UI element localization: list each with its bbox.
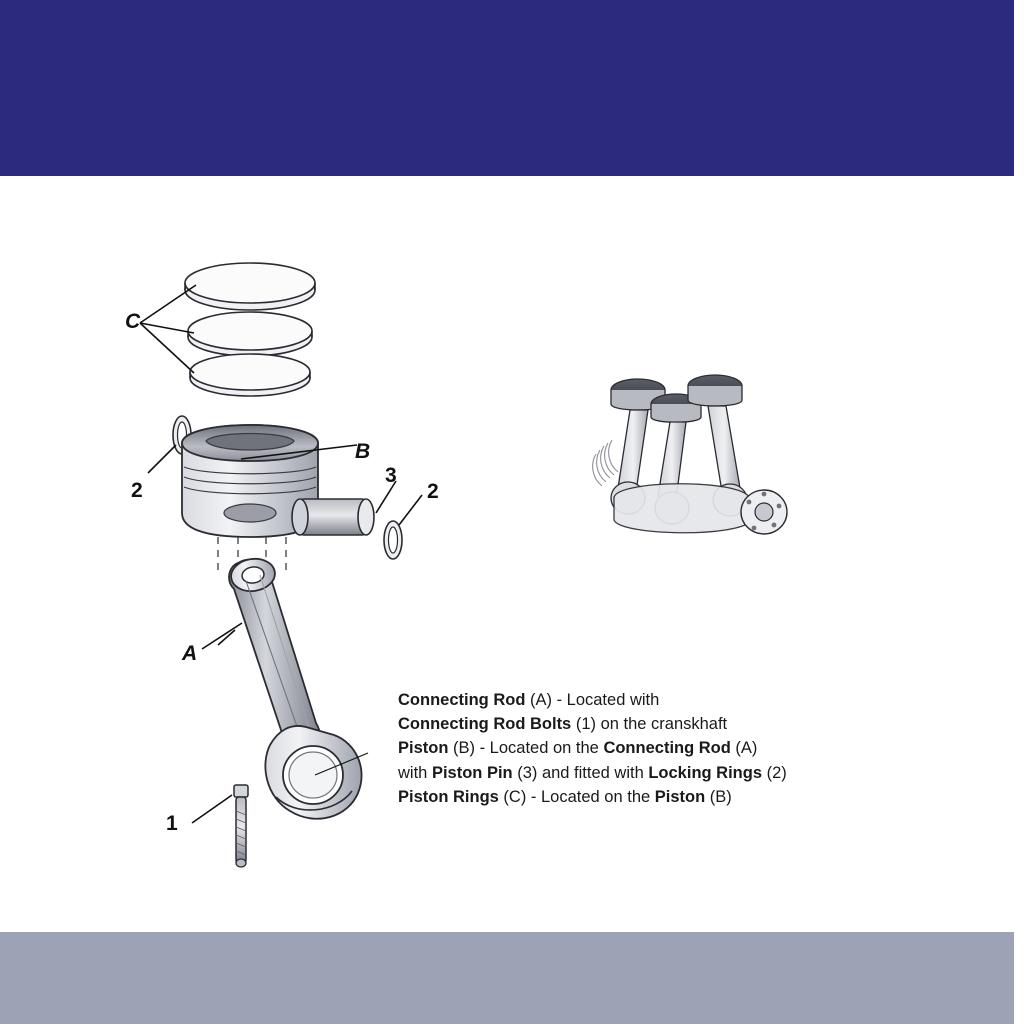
connecting-rod <box>229 556 362 819</box>
callout-3: 3 <box>385 464 397 487</box>
caption-part-name: Connecting Rod <box>603 739 731 758</box>
bottom-color-band <box>0 932 1014 1024</box>
assembled-crank-piston-illustration <box>590 360 810 580</box>
caption-part-name: Connecting Rod Bolts <box>398 715 572 734</box>
caption-text: (B) - Located on the <box>448 739 604 758</box>
leader-line-2-left <box>148 445 176 473</box>
caption-part-name: Locking Rings <box>648 763 763 782</box>
top-color-band <box>0 0 1014 176</box>
callout-2-right: 2 <box>427 480 439 503</box>
callout-1: 1 <box>166 812 178 835</box>
piston-pin <box>292 499 374 535</box>
caption-line <box>398 712 878 736</box>
assembly-crankshaft <box>593 440 787 534</box>
right-page-edge <box>1014 0 1024 1024</box>
connecting-rod-bolt <box>234 785 248 867</box>
caption-text: (C) - Located on the <box>498 787 655 806</box>
caption-text: (A) <box>730 739 758 758</box>
leader-line-2-right <box>399 495 422 525</box>
caption-line <box>398 761 878 785</box>
caption-line <box>398 736 878 760</box>
callout-b: B <box>355 440 371 463</box>
caption-part-name: Piston <box>398 739 449 758</box>
caption-text: (1) on the cranskhaft <box>571 715 728 734</box>
caption-line <box>398 785 878 809</box>
caption-part-name: Piston Rings <box>398 787 499 806</box>
assembly-gear <box>593 440 618 486</box>
caption-part-name: Piston <box>654 787 706 806</box>
leader-line-1 <box>192 795 232 823</box>
caption-part-name: Piston Pin <box>431 763 513 782</box>
caption-text: (3) and fitted with <box>512 763 649 782</box>
parts-caption <box>398 688 878 809</box>
caption-text: with <box>398 763 432 782</box>
caption-line <box>398 688 878 712</box>
caption-text: (2) <box>762 763 787 782</box>
callout-a: A <box>182 642 198 665</box>
piston-rings-group <box>185 263 315 396</box>
caption-text: (B) <box>705 787 732 806</box>
locking-ring-right <box>384 521 402 559</box>
caption-part-name: Connecting Rod <box>398 691 526 709</box>
caption-text: (A) - Located with <box>525 691 660 709</box>
callout-2-left: 2 <box>131 479 143 502</box>
callout-c: C <box>125 310 141 333</box>
leader-line-a-2 <box>202 623 242 649</box>
